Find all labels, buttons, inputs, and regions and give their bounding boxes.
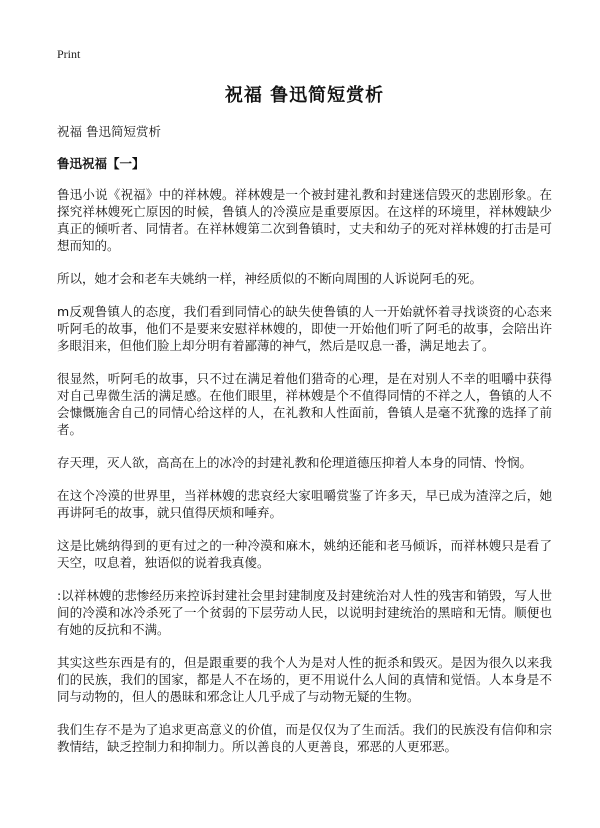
paragraph-1: 鲁迅小说《祝福》中的祥林嫂。祥林嫂是一个被封建礼教和封建迷信毁灭的悲剧形象。在探究祥林嫂死亡原因的时候，鲁镇人的冷漠应是重要原因。在这样的环境里，祥林嫂缺少真正的倾听者、同情者。在祥林嫂第二次到鲁镇时，丈夫和幼子的死对祥林嫂的打击是可想而知的。 — [57, 187, 552, 253]
paragraph-5: 存天理，灭人欲，高高在上的冰冷的封建礼教和伦理道德压抑着人本身的同情、怜悯。 — [57, 455, 533, 470]
paragraph-8: :以祥林嫂的悲惨经历来控诉封建社会里封建制度及封建统治对人性的残害和销毁，写人世间的冷漠和冰冷杀死了一个贫弱的下层劳动人民，以说明封建统治的黑暗和无情。顺便也有她的反抗和不满。 — [57, 588, 552, 637]
article-body — [57, 186, 552, 755]
paragraph-4: 很显然，听阿毛的故事，只不过在满足着他们猎奇的心理，是在对别人不幸的咀嚼中获得对自己卑微生活的满足感。在他们眼里，祥林嫂是个不值得同情的不祥之人，鲁镇的人不会慷慨施舍自己的同情心给这样的人，在礼教和人性面前，鲁镇人是毫不犹豫的选择了前者。 — [57, 371, 552, 437]
paragraph-6: 在这个冷漠的世界里，当祥林嫂的悲哀经大家咀嚼赏鉴了许多天，早已成为渣滓之后，她再讲阿毛的故事，就只值得厌烦和唾弃。 — [57, 488, 552, 520]
paragraph-3: m反观鲁镇人的态度，我们看到同情心的缺失使鲁镇的人一开始就怀着寻找谈资的心态来听阿毛的故事，他们不是要来安慰祥林嫂的，即使一开始他们听了阿毛的故事，会陪出许多眼泪来，但他们脸上却分明有着鄙薄的神气，然后是叹息一番，满足地去了。 — [57, 304, 552, 353]
section-heading: 鲁迅祝福【一】 — [57, 156, 145, 171]
paragraph-10: 我们生存不是为了追求更高意义的价值，而是仅仅为了生而活。我们的民族没有信仰和宗教情结，缺乏控制力和抑制力。所以善良的人更善良，邪恶的人更邪恶。 — [57, 722, 552, 754]
document-subtitle: 祝福 鲁迅简短赏析 — [57, 124, 161, 139]
paragraph-9: 其实这些东西是有的，但是跟重要的我个人为是对人性的扼杀和毁灭。是因为很久以来我们的民族，我们的国家，都是人不在场的，更不用说什么人间的真情和觉悟。人本身是不同与动物的，但人的愚昧和邪念让人几乎成了与动物无疑的生物。 — [57, 655, 552, 704]
print-label: Print — [57, 47, 81, 61]
paragraph-7: 这是比姚纳得到的更有过之的一种冷漠和麻木，姚纳还能和老马倾诉，而祥林嫂只是看了天空，叹息着，独语似的说着我真傻。 — [57, 538, 552, 570]
document-title: 祝福 鲁迅简短赏析 — [224, 85, 385, 106]
paragraph-2: 所以，她才会和老车夫姚纳一样，神经质似的不断向周围的人诉说阿毛的死。 — [57, 271, 483, 286]
